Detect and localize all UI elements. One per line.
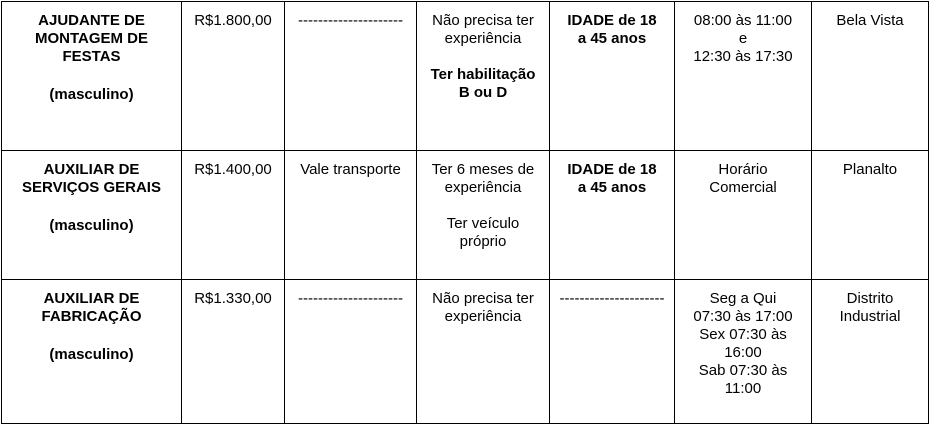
role-title-line: FESTAS [62, 48, 121, 65]
role-cell [2, 280, 182, 424]
requirement-extra-line: Ter veículo [446, 215, 520, 232]
schedule-line: 08:00 às 11:00 [693, 12, 793, 29]
role-title-line: AUXILIAR DE [43, 290, 140, 307]
age-empty: --------------------- [559, 290, 665, 307]
schedule-line: Sab 07:30 às [698, 362, 788, 379]
table-row [2, 151, 929, 280]
salary-value: R$1.800,00 [194, 12, 272, 29]
role-gender: (masculino) [49, 217, 134, 234]
schedule-line: 07:30 às 17:00 [693, 308, 793, 325]
table-row [2, 2, 929, 151]
location-line: Distrito [846, 290, 894, 307]
schedule-line: 16:00 [724, 344, 762, 361]
age-line: a 45 anos [577, 30, 647, 47]
location-cell [812, 2, 929, 151]
requirement-line: experiência [444, 308, 522, 325]
requirement-line: Não precisa ter [432, 12, 534, 29]
requirements-cell [417, 151, 550, 280]
role-cell [2, 2, 182, 151]
schedule-line: Seg a Qui [709, 290, 777, 307]
age-line: a 45 anos [577, 179, 647, 196]
requirement-line: Ter 6 meses de [431, 161, 535, 178]
schedule-line: 11:00 [724, 380, 762, 397]
role-gender: (masculino) [49, 346, 134, 363]
requirement-extra-line: B ou D [458, 84, 508, 101]
schedule-line: 12:30 às 17:30 [693, 48, 793, 65]
location-cell [812, 280, 929, 424]
schedule-cell [675, 2, 812, 151]
age-line: IDADE de 18 [567, 161, 657, 178]
requirement-line: experiência [444, 30, 522, 47]
requirement-extra-line: próprio [459, 233, 507, 250]
requirement-line: experiência [444, 179, 522, 196]
schedule-cell [675, 151, 812, 280]
schedule-line: Comercial [709, 179, 777, 196]
job-listings-table [1, 1, 929, 424]
benefits-empty: --------------------- [298, 12, 403, 29]
role-title-line: MONTAGEM DE [34, 30, 149, 47]
benefits-value: Vale transporte [300, 161, 401, 178]
age-cell [550, 151, 675, 280]
role-title-line: AUXILIAR DE [43, 161, 140, 178]
benefits-empty: --------------------- [298, 290, 403, 307]
schedule-line: Horário [718, 161, 768, 178]
benefits-cell [285, 151, 417, 280]
location-cell [812, 151, 929, 280]
requirement-line: Não precisa ter [432, 290, 534, 307]
role-cell [2, 151, 182, 280]
table-row [2, 280, 929, 424]
role-title-line: FABRICAÇÃO [41, 308, 142, 325]
benefits-cell [285, 2, 417, 151]
salary-cell [182, 151, 285, 280]
role-title-line: SERVIÇOS GERAIS [22, 179, 161, 196]
schedule-cell [675, 280, 812, 424]
age-line: IDADE de 18 [567, 12, 657, 29]
salary-value: R$1.330,00 [194, 290, 272, 307]
salary-value: R$1.400,00 [194, 161, 272, 178]
age-cell [550, 280, 675, 424]
role-title-line: AJUDANTE DE [38, 12, 145, 29]
location-line: Planalto [842, 161, 898, 178]
salary-cell [182, 2, 285, 151]
location-line: Industrial [839, 308, 901, 325]
schedule-line: Sex 07:30 às [699, 326, 787, 343]
requirements-cell [417, 280, 550, 424]
role-gender: (masculino) [49, 86, 134, 103]
location-line: Bela Vista [836, 12, 904, 29]
age-cell [550, 2, 675, 151]
requirement-extra-line: Ter habilitação [430, 66, 536, 83]
salary-cell [182, 280, 285, 424]
schedule-line: e [738, 30, 748, 47]
benefits-cell [285, 280, 417, 424]
requirements-cell [417, 2, 550, 151]
